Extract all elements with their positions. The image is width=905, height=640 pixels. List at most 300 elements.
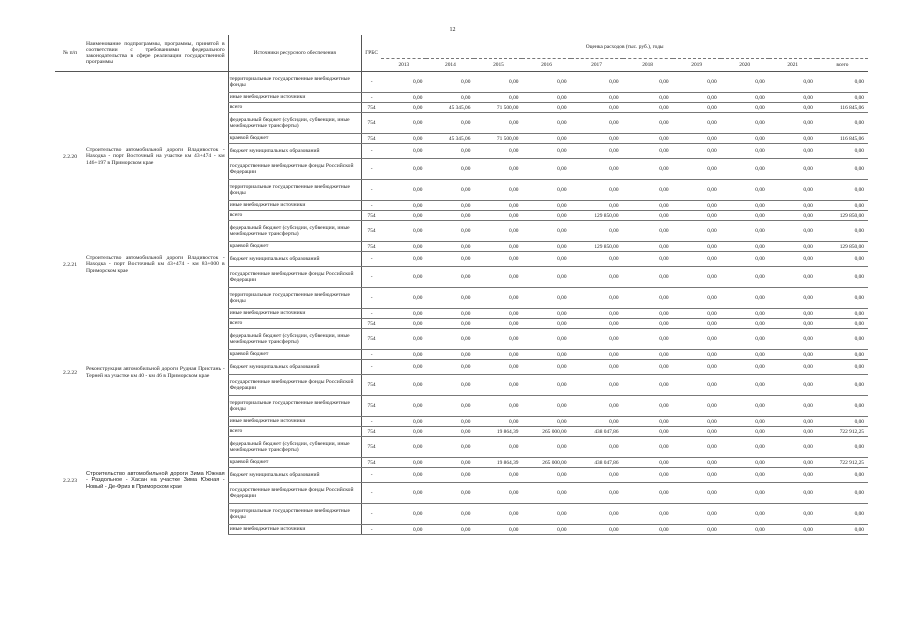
header-col-number: № п/п <box>55 35 85 72</box>
grbs-code: 754 <box>361 221 381 242</box>
year-value-cell: 0,00 <box>522 180 570 201</box>
grbs-code: 754 <box>361 103 381 113</box>
year-value-cell: 0,00 <box>721 201 769 211</box>
grbs-code: 754 <box>361 113 381 134</box>
year-value-cell: 45 345,06 <box>426 103 474 113</box>
year-value-cell: 0,00 <box>769 72 817 93</box>
total-cell: 129 850,00 <box>817 211 868 221</box>
year-value-cell: 0,00 <box>721 375 769 396</box>
year-value-cell: 0,00 <box>522 72 570 93</box>
year-value-cell: 0,00 <box>426 319 474 329</box>
total-cell: 0,00 <box>817 329 868 350</box>
year-value-cell: 0,00 <box>673 288 721 309</box>
year-value-cell: 0,00 <box>721 329 769 350</box>
total-cell: 722 912,25 <box>817 458 868 468</box>
year-value-cell: 0,00 <box>623 437 673 458</box>
funding-source: государственные внебюджетные фонды Российской Федерации <box>228 375 361 396</box>
year-value-cell: 0,00 <box>571 319 623 329</box>
year-value-cell: 0,00 <box>426 375 474 396</box>
header-col-grbs: ГРБС <box>361 35 381 72</box>
year-value-cell: 0,00 <box>426 396 474 417</box>
funding-source: всего <box>228 319 361 329</box>
table-row <box>55 103 868 113</box>
year-value-cell: 0,00 <box>474 437 522 458</box>
year-value-cell: 0,00 <box>769 288 817 309</box>
total-cell: 0,00 <box>817 525 868 535</box>
table-row <box>55 427 868 437</box>
year-value-cell: 0,00 <box>426 159 474 180</box>
year-value-cell: 0,00 <box>721 437 769 458</box>
year-value-cell: 0,00 <box>673 504 721 525</box>
year-value-cell: 0,00 <box>623 211 673 221</box>
year-value-cell: 129 850,00 <box>571 242 623 252</box>
year-value-cell: 0,00 <box>721 288 769 309</box>
table-row <box>55 72 868 93</box>
table-body <box>55 72 868 535</box>
year-value-cell: 0,00 <box>623 504 673 525</box>
year-value-cell: 0,00 <box>673 267 721 288</box>
funding-source: иные внебюджетные источники <box>228 93 361 103</box>
year-value-cell: 0,00 <box>673 103 721 113</box>
year-value-cell: 0,00 <box>623 242 673 252</box>
year-value-cell: 0,00 <box>426 211 474 221</box>
year-value-cell: 0,00 <box>474 159 522 180</box>
year-value-cell: 0,00 <box>673 180 721 201</box>
year-value-cell: 0,00 <box>426 242 474 252</box>
year-value-cell: 0,00 <box>474 329 522 350</box>
year-value-cell: 0,00 <box>571 437 623 458</box>
year-value-cell: 0,00 <box>426 201 474 211</box>
year-value-cell: 0,00 <box>474 72 522 93</box>
year-value-cell: 0,00 <box>623 159 673 180</box>
total-cell: 0,00 <box>817 72 868 93</box>
year-value-cell: 0,00 <box>381 396 426 417</box>
year-value-cell: 0,00 <box>571 350 623 360</box>
year-value-cell: 0,00 <box>769 437 817 458</box>
year-value-cell: 0,00 <box>381 103 426 113</box>
grbs-code: - <box>361 180 381 201</box>
year-value-cell: 0,00 <box>623 288 673 309</box>
year-value-cell: 0,00 <box>474 144 522 159</box>
row-number: 2.2.20 <box>63 153 77 160</box>
year-value-cell: 0,00 <box>769 267 817 288</box>
year-value-cell: 0,00 <box>474 221 522 242</box>
year-value-cell: 0,00 <box>769 458 817 468</box>
total-cell: 0,00 <box>817 319 868 329</box>
year-value-cell: 0,00 <box>673 427 721 437</box>
year-value-cell: 0,00 <box>769 134 817 144</box>
funding-source: территориальные государственные внебюджетные фонды <box>228 396 361 417</box>
year-value-cell: 0,00 <box>571 525 623 535</box>
year-value-cell: 0,00 <box>769 329 817 350</box>
year-value-cell: 0,00 <box>721 103 769 113</box>
program-name: Строительство автомобильной дороги Владивосток - Находка - порт Восточный км 43+474 - км 83+000 в Приморском крае <box>86 255 225 274</box>
year-value-cell: 0,00 <box>721 309 769 319</box>
year-value-cell: 0,00 <box>769 252 817 267</box>
total-cell: 0,00 <box>817 309 868 319</box>
total-cell: 0,00 <box>817 375 868 396</box>
year-value-cell: 0,00 <box>381 360 426 375</box>
year-value-cell: 0,00 <box>522 350 570 360</box>
year-value-cell: 0,00 <box>381 525 426 535</box>
year-value-cell: 0,00 <box>769 211 817 221</box>
year-value-cell: 0,00 <box>673 396 721 417</box>
year-value-cell: 0,00 <box>426 350 474 360</box>
year-value-cell: 0,00 <box>769 375 817 396</box>
year-value-cell: 0,00 <box>571 72 623 93</box>
year-value-cell: 0,00 <box>623 93 673 103</box>
year-value-cell: 0,00 <box>721 458 769 468</box>
year-value-cell: 0,00 <box>571 396 623 417</box>
funding-source: иные внебюджетные источники <box>228 525 361 535</box>
year-value-cell: 0,00 <box>623 72 673 93</box>
year-value-cell: 19 864,39 <box>474 458 522 468</box>
grbs-code: - <box>361 417 381 427</box>
funding-source: краевой бюджет <box>228 134 361 144</box>
year-value-cell: 0,00 <box>769 221 817 242</box>
year-value-cell: 0,00 <box>623 267 673 288</box>
year-value-cell: 0,00 <box>474 525 522 535</box>
year-value-cell: 0,00 <box>673 93 721 103</box>
year-value-cell: 0,00 <box>673 144 721 159</box>
grbs-code: - <box>361 144 381 159</box>
grbs-code: - <box>361 483 381 504</box>
year-value-cell: 0,00 <box>721 93 769 103</box>
year-value-cell: 0,00 <box>673 211 721 221</box>
year-value-cell: 0,00 <box>426 93 474 103</box>
year-value-cell: 0,00 <box>522 375 570 396</box>
year-value-cell: 0,00 <box>426 180 474 201</box>
funding-source: территориальные государственные внебюджетные фонды <box>228 504 361 525</box>
total-cell: 0,00 <box>817 93 868 103</box>
year-value-cell: 0,00 <box>721 525 769 535</box>
year-value-cell: 0,00 <box>623 396 673 417</box>
year-value-cell: 0,00 <box>673 252 721 267</box>
grbs-code: 754 <box>361 396 381 417</box>
funding-source: всего <box>228 103 361 113</box>
year-value-cell: 0,00 <box>474 267 522 288</box>
year-value-cell: 0,00 <box>522 437 570 458</box>
year-value-cell: 0,00 <box>571 113 623 134</box>
year-value-cell: 0,00 <box>571 93 623 103</box>
header-year-8: 2020 <box>721 59 769 72</box>
year-value-cell: 0,00 <box>474 417 522 427</box>
grbs-code: 754 <box>361 319 381 329</box>
funding-source: бюджет муниципальных образований <box>228 360 361 375</box>
year-value-cell: 0,00 <box>769 144 817 159</box>
year-value-cell: 0,00 <box>571 288 623 309</box>
year-value-cell: 0,00 <box>571 468 623 483</box>
total-cell: 0,00 <box>817 221 868 242</box>
year-value-cell: 0,00 <box>721 483 769 504</box>
year-value-cell: 0,00 <box>426 267 474 288</box>
year-value-cell: 0,00 <box>623 252 673 267</box>
year-value-cell: 438 047,86 <box>571 458 623 468</box>
year-value-cell: 0,00 <box>381 180 426 201</box>
year-value-cell: 0,00 <box>721 211 769 221</box>
year-value-cell: 0,00 <box>673 221 721 242</box>
year-value-cell: 0,00 <box>381 134 426 144</box>
year-value-cell: 0,00 <box>474 375 522 396</box>
funding-source: иные внебюджетные источники <box>228 417 361 427</box>
year-value-cell: 0,00 <box>426 309 474 319</box>
year-value-cell: 0,00 <box>673 458 721 468</box>
year-value-cell: 0,00 <box>571 134 623 144</box>
year-value-cell: 0,00 <box>381 201 426 211</box>
year-value-cell: 0,00 <box>721 417 769 427</box>
year-value-cell: 0,00 <box>522 201 570 211</box>
row-number: 2.2.23 <box>63 477 77 484</box>
year-value-cell: 0,00 <box>769 242 817 252</box>
year-value-cell: 0,00 <box>721 360 769 375</box>
year-value-cell: 0,00 <box>474 396 522 417</box>
year-value-cell: 0,00 <box>522 113 570 134</box>
year-value-cell: 0,00 <box>769 103 817 113</box>
total-cell: 116 845,06 <box>817 103 868 113</box>
year-value-cell: 0,00 <box>571 144 623 159</box>
year-value-cell: 0,00 <box>721 319 769 329</box>
header-col-estimate: Оценка расходов (тыс. руб.), годы <box>381 35 868 59</box>
year-value-cell: 0,00 <box>571 201 623 211</box>
year-value-cell: 0,00 <box>673 329 721 350</box>
year-value-cell: 0,00 <box>721 144 769 159</box>
year-value-cell: 0,00 <box>673 201 721 211</box>
page-number: 12 <box>449 27 456 33</box>
table-row <box>55 211 868 221</box>
year-value-cell: 0,00 <box>522 329 570 350</box>
total-cell: 0,00 <box>817 483 868 504</box>
year-value-cell: 0,00 <box>769 93 817 103</box>
year-value-cell: 0,00 <box>426 417 474 427</box>
total-cell: 0,00 <box>817 468 868 483</box>
year-value-cell: 0,00 <box>474 483 522 504</box>
year-value-cell: 0,00 <box>426 72 474 93</box>
year-value-cell: 0,00 <box>623 525 673 535</box>
table-row <box>55 319 868 329</box>
grbs-code: 754 <box>361 427 381 437</box>
year-value-cell: 0,00 <box>381 483 426 504</box>
year-value-cell: 0,00 <box>474 288 522 309</box>
year-value-cell: 0,00 <box>381 288 426 309</box>
year-value-cell: 0,00 <box>426 221 474 242</box>
year-value-cell: 0,00 <box>522 483 570 504</box>
year-value-cell: 71 500,00 <box>474 134 522 144</box>
table-header <box>55 35 868 72</box>
year-value-cell: 0,00 <box>571 360 623 375</box>
year-value-cell: 0,00 <box>673 525 721 535</box>
year-value-cell: 0,00 <box>522 242 570 252</box>
year-value-cell: 0,00 <box>474 242 522 252</box>
year-value-cell: 0,00 <box>474 93 522 103</box>
year-value-cell: 19 864,39 <box>474 427 522 437</box>
year-value-cell: 0,00 <box>381 437 426 458</box>
year-value-cell: 0,00 <box>769 319 817 329</box>
funding-source: государственные внебюджетные фонды Российской Федерации <box>228 159 361 180</box>
year-value-cell: 0,00 <box>426 458 474 468</box>
year-value-cell: 0,00 <box>673 375 721 396</box>
grbs-code: - <box>361 309 381 319</box>
header-col-source: Источники ресурсного обеспечения <box>228 35 361 72</box>
year-value-cell: 0,00 <box>721 134 769 144</box>
year-value-cell: 0,00 <box>769 396 817 417</box>
year-value-cell: 0,00 <box>673 437 721 458</box>
grbs-code: - <box>361 159 381 180</box>
year-value-cell: 265 000,00 <box>522 427 570 437</box>
year-value-cell: 0,00 <box>769 468 817 483</box>
funding-source: краевой бюджет <box>228 350 361 360</box>
funding-source: территориальные государственные внебюджетные фонды <box>228 180 361 201</box>
header-year-9: 2021 <box>769 59 817 72</box>
header-year-2: 2014 <box>426 59 474 72</box>
year-value-cell: 0,00 <box>522 93 570 103</box>
total-cell: 0,00 <box>817 437 868 458</box>
year-value-cell: 0,00 <box>721 468 769 483</box>
funding-source: краевой бюджет <box>228 458 361 468</box>
year-value-cell: 0,00 <box>769 201 817 211</box>
year-value-cell: 0,00 <box>623 221 673 242</box>
year-value-cell: 0,00 <box>426 113 474 134</box>
header-year-5: 2017 <box>571 59 623 72</box>
year-value-cell: 0,00 <box>522 221 570 242</box>
year-value-cell: 0,00 <box>673 134 721 144</box>
program-name: Реконструкция автомобильной дороги Рудная Пристань - Терней на участке км 40 - км 46 в Приморском крае <box>86 366 225 379</box>
year-value-cell: 0,00 <box>623 375 673 396</box>
year-value-cell: 0,00 <box>571 180 623 201</box>
year-value-cell: 0,00 <box>571 504 623 525</box>
year-value-cell: 0,00 <box>426 144 474 159</box>
year-value-cell: 0,00 <box>673 468 721 483</box>
year-value-cell: 0,00 <box>522 396 570 417</box>
funding-source: государственные внебюджетные фонды Российской Федерации <box>228 267 361 288</box>
program-name: Строительство автомобильной дороги Зима Южная - Раздольное - Хасан на участке Зима Южная - Новый - Де-Фриз в Приморском крае <box>86 471 225 490</box>
year-value-cell: 0,00 <box>522 267 570 288</box>
year-value-cell: 0,00 <box>571 103 623 113</box>
year-value-cell: 0,00 <box>571 483 623 504</box>
year-value-cell: 0,00 <box>769 427 817 437</box>
year-value-cell: 0,00 <box>381 221 426 242</box>
year-value-cell: 0,00 <box>426 525 474 535</box>
year-value-cell: 0,00 <box>474 360 522 375</box>
year-value-cell: 0,00 <box>571 252 623 267</box>
year-value-cell: 0,00 <box>522 211 570 221</box>
year-value-cell: 0,00 <box>571 267 623 288</box>
year-value-cell: 0,00 <box>673 159 721 180</box>
year-value-cell: 0,00 <box>623 468 673 483</box>
year-value-cell: 0,00 <box>381 458 426 468</box>
total-cell: 0,00 <box>817 180 868 201</box>
year-value-cell: 0,00 <box>769 309 817 319</box>
grbs-code: - <box>361 267 381 288</box>
year-value-cell: 0,00 <box>426 427 474 437</box>
funding-source: иные внебюджетные источники <box>228 201 361 211</box>
year-value-cell: 0,00 <box>721 159 769 180</box>
year-value-cell: 0,00 <box>769 504 817 525</box>
year-value-cell: 0,00 <box>426 468 474 483</box>
year-value-cell: 0,00 <box>381 211 426 221</box>
header-year-10: всего <box>817 59 868 72</box>
year-value-cell: 0,00 <box>522 159 570 180</box>
year-value-cell: 0,00 <box>426 483 474 504</box>
year-value-cell: 0,00 <box>426 329 474 350</box>
funding-source: иные внебюджетные источники <box>228 309 361 319</box>
funding-source: краевой бюджет <box>228 242 361 252</box>
year-value-cell: 0,00 <box>381 417 426 427</box>
total-cell: 0,00 <box>817 201 868 211</box>
funding-source: территориальные государственные внебюджетные фонды <box>228 288 361 309</box>
year-value-cell: 0,00 <box>522 504 570 525</box>
year-value-cell: 0,00 <box>623 329 673 350</box>
total-cell: 0,00 <box>817 417 868 427</box>
header-year-4: 2016 <box>522 59 570 72</box>
total-cell: 0,00 <box>817 504 868 525</box>
year-value-cell: 0,00 <box>571 329 623 350</box>
year-value-cell: 129 850,00 <box>571 211 623 221</box>
year-value-cell: 0,00 <box>522 525 570 535</box>
header-year-1: 2013 <box>381 59 426 72</box>
year-value-cell: 0,00 <box>381 468 426 483</box>
year-value-cell: 0,00 <box>623 417 673 427</box>
year-value-cell: 0,00 <box>623 201 673 211</box>
grbs-code: - <box>361 468 381 483</box>
year-value-cell: 0,00 <box>571 417 623 427</box>
year-value-cell: 0,00 <box>769 350 817 360</box>
total-cell: 0,00 <box>817 113 868 134</box>
year-value-cell: 0,00 <box>721 427 769 437</box>
year-value-cell: 0,00 <box>623 319 673 329</box>
grbs-code: - <box>361 504 381 525</box>
year-value-cell: 0,00 <box>623 360 673 375</box>
year-value-cell: 0,00 <box>769 180 817 201</box>
year-value-cell: 0,00 <box>769 525 817 535</box>
funding-source: федеральный бюджет (субсидии, субвенции, иные межбюджетные трансферты) <box>228 113 361 134</box>
year-value-cell: 0,00 <box>381 113 426 134</box>
year-value-cell: 0,00 <box>522 309 570 319</box>
year-value-cell: 0,00 <box>474 504 522 525</box>
funding-source: бюджет муниципальных образований <box>228 252 361 267</box>
year-value-cell: 0,00 <box>522 144 570 159</box>
year-value-cell: 0,00 <box>623 483 673 504</box>
year-value-cell: 0,00 <box>769 483 817 504</box>
year-value-cell: 0,00 <box>474 180 522 201</box>
year-value-cell: 438 047,86 <box>571 427 623 437</box>
header-year-3: 2015 <box>474 59 522 72</box>
year-value-cell: 0,00 <box>673 417 721 427</box>
total-cell: 722 912,25 <box>817 427 868 437</box>
program-name: Строительство автомобильной дороги Владивосток - Находка - порт Восточный на участке км 43+474 - км 146+197 в Приморском крае <box>86 147 225 166</box>
year-value-cell: 265 000,00 <box>522 458 570 468</box>
year-value-cell: 0,00 <box>522 252 570 267</box>
year-value-cell: 0,00 <box>721 180 769 201</box>
year-value-cell: 45 345,06 <box>426 134 474 144</box>
year-value-cell: 0,00 <box>381 329 426 350</box>
year-value-cell: 0,00 <box>721 267 769 288</box>
total-cell: 129 850,00 <box>817 242 868 252</box>
year-value-cell: 0,00 <box>381 159 426 180</box>
year-value-cell: 0,00 <box>673 350 721 360</box>
year-value-cell: 0,00 <box>721 221 769 242</box>
grbs-code: - <box>361 360 381 375</box>
grbs-code: - <box>361 350 381 360</box>
grbs-code: - <box>361 93 381 103</box>
grbs-code: 754 <box>361 458 381 468</box>
year-value-cell: 0,00 <box>769 113 817 134</box>
year-value-cell: 0,00 <box>673 113 721 134</box>
year-value-cell: 0,00 <box>769 360 817 375</box>
total-cell: 0,00 <box>817 252 868 267</box>
year-value-cell: 0,00 <box>426 288 474 309</box>
year-value-cell: 0,00 <box>522 134 570 144</box>
year-value-cell: 0,00 <box>381 144 426 159</box>
